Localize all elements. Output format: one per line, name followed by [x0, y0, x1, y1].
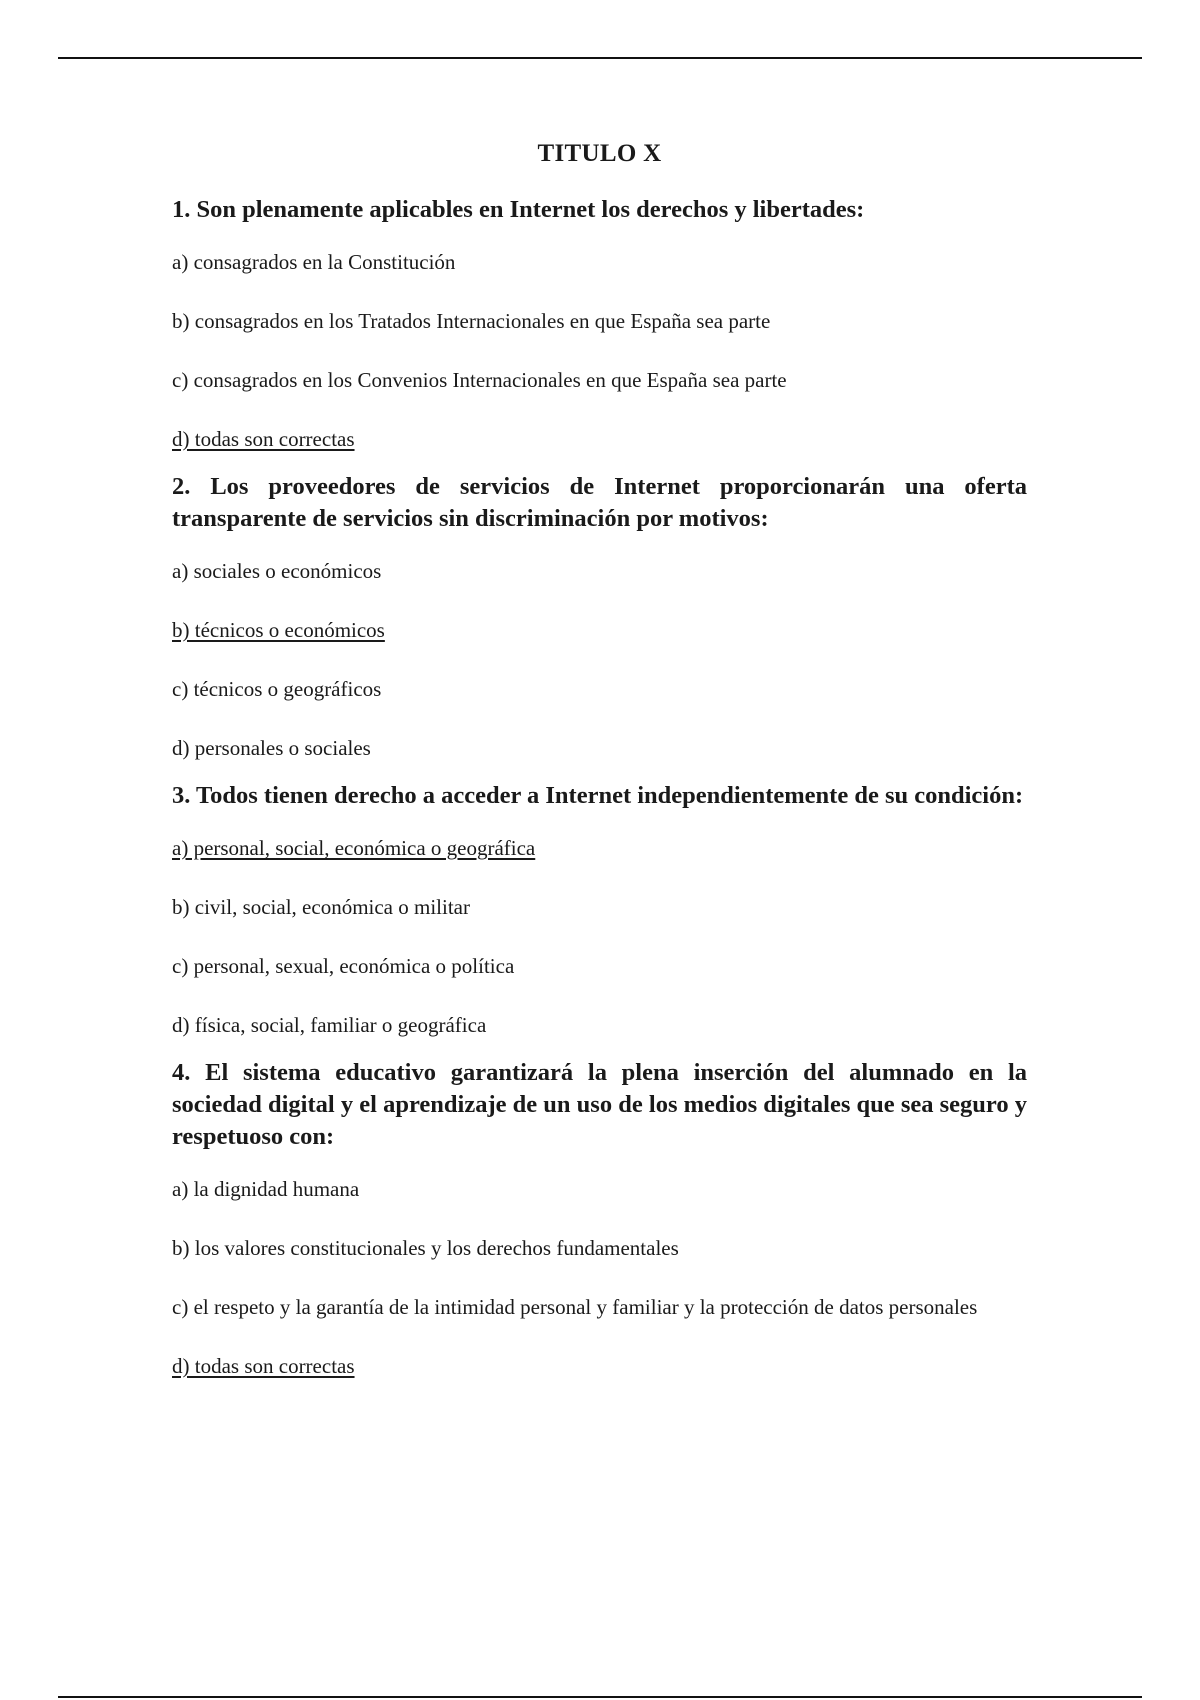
answer-option-d: d) todas son correctas [172, 1354, 355, 1378]
answer-option-c: c) consagrados en los Convenios Internacionales en que España sea parte [172, 368, 787, 392]
answer-option-b: b) civil, social, económica o militar [172, 895, 470, 919]
question-1 [172, 194, 1027, 453]
answer-option-a: a) sociales o económicos [172, 559, 382, 583]
question-3 [172, 780, 1027, 1039]
answer-option-b: b) técnicos o económicos [172, 618, 385, 642]
page-title: TITULO X [537, 140, 662, 167]
answer-option-b: b) los valores constitucionales y los derechos fundamentales [172, 1236, 679, 1260]
answer-option-c: c) personal, sexual, económica o política [172, 954, 515, 978]
answer-option-d: d) personales o sociales [172, 736, 371, 760]
answer-option-c: c) técnicos o geográficos [172, 677, 382, 701]
question-2 [172, 471, 1027, 762]
footer-rule [58, 1696, 1142, 1698]
question-text: 1. Son plenamente aplicables en Internet los derechos y libertades: [172, 196, 865, 223]
header-rule [58, 57, 1142, 59]
answer-option-b: b) consagrados en los Tratados Internacionales en que España sea parte [172, 309, 771, 333]
answer-option-c: c) el respeto y la garantía de la intimidad personal y familiar y la protección de datos personales [172, 1295, 978, 1319]
question-text: 4. El sistema educativo garantizará la plena inserción del alumnado en la sociedad digital y el aprendizaje de un uso de los medios digitales que sea seguro y respetuoso con: [172, 1059, 1027, 1150]
answer-option-a: a) consagrados en la Constitución [172, 250, 456, 274]
answer-option-d: d) todas son correctas [172, 427, 355, 451]
question-text: 3. Todos tienen derecho a acceder a Internet independientemente de su condición: [172, 782, 1024, 809]
answer-option-d: d) física, social, familiar o geográfica [172, 1013, 487, 1037]
question-text: 2. Los proveedores de servicios de Internet proporcionarán una oferta transparente de servicios sin discriminación por motivos: [172, 473, 1027, 532]
answer-option-a: a) personal, social, económica o geográfica [172, 836, 536, 860]
answer-option-a: a) la dignidad humana [172, 1177, 360, 1201]
document-body [172, 140, 1027, 1398]
question-4 [172, 1057, 1027, 1380]
